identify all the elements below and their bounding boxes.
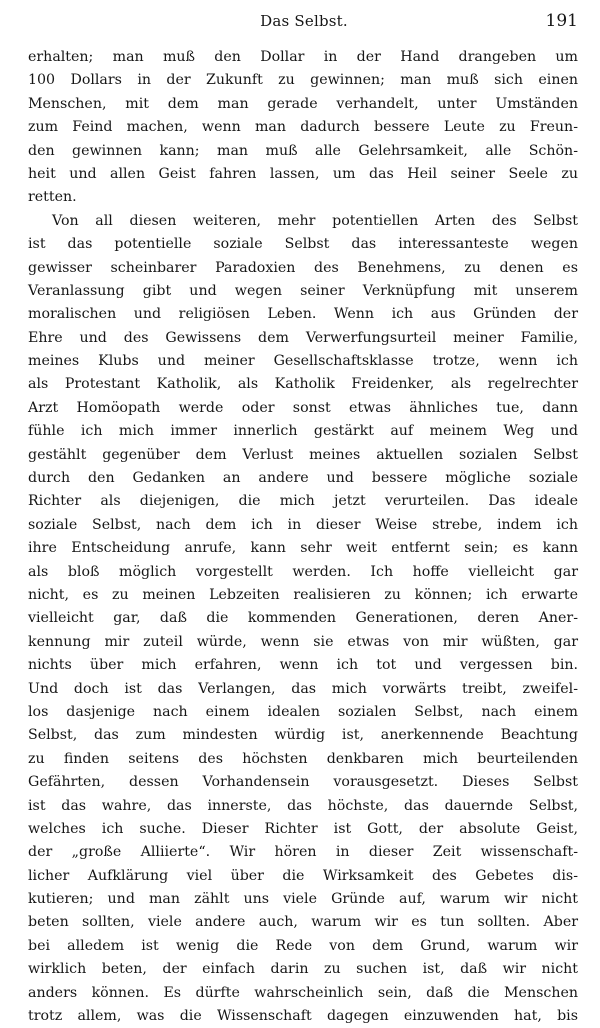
text-line: vielleicht gar, daß die kommenden Generationen, deren Aner- [28, 610, 578, 627]
text-line: den gewinnen kann; man muß alle Gelehrsamkeit, alle Schön- [28, 142, 578, 159]
text-line: zum Feind machen, wenn man dadurch bessere Leute zu Freun- [28, 119, 578, 136]
text-line: zu finden seitens des höchsten denkbaren mich beurteilenden [28, 750, 578, 767]
text-line: ist das potentielle soziale Selbst das interessanteste wegen [28, 236, 578, 253]
text-line: ihre Entscheidung anrufe, kann sehr weit entfernt sein; es kann [28, 540, 578, 557]
page-header [30, 8, 578, 36]
text-line: beten sollten, viele andere auch, warum wir es tun sollten. Aber [28, 914, 578, 931]
text-line: wirklich beten, der einfach darin zu suchen ist, daß wir nicht [28, 961, 578, 978]
text-line: trotz allem, was die Wissenschaft dagegen einzuwenden hat, bis [28, 1008, 578, 1025]
text-line: der „große Alliierte“. Wir hören in dieser Zeit wissenschaft- [28, 844, 578, 861]
text-line: nicht, es zu meinen Lebzeiten realisieren zu können; ich erwarte [28, 586, 578, 603]
text-line: erhalten; man muß den Dollar in der Hand drangeben um [28, 49, 578, 65]
text-line: 100 Dollars in der Zukunft zu gewinnen; man muß sich einen [28, 72, 578, 89]
text-line: Veranlassung gibt und wegen seiner Verknüpfung mit unserem [28, 282, 578, 299]
text-line: welches ich suche. Dieser Richter ist Gott, der absolute Geist, [28, 820, 578, 837]
text-line: ist das wahre, das innerste, das höchste, das dauernde Selbst, [28, 797, 578, 814]
text-line: gestählt gegenüber dem Verlust meines aktuellen sozialen Selbst [28, 446, 578, 463]
text-line: als Protestant Katholik, als Katholik Freidenker, als regelrechter [28, 376, 578, 393]
text-line: moralischen und religiösen Leben. Wenn ich aus Gründen der [28, 306, 578, 323]
running-title: Das Selbst. [260, 12, 348, 30]
text-line: fühle ich mich immer innerlich gestärkt auf meinem Weg und [28, 423, 578, 440]
text-line: retten. [28, 189, 77, 206]
text-line: Selbst, das zum mindesten würdig ist, anerkennende Beachtung [28, 727, 578, 744]
text-line: gewisser scheinbarer Paradoxien des Benehmens, zu denen es [28, 259, 578, 276]
text-line: Richter als diejenigen, die mich jetzt verurteilen. Das ideale [28, 493, 578, 510]
text-line: los dasjenige nach einem idealen sozialen Selbst, nach einem [28, 703, 578, 720]
text-line: Ehre und des Gewissens dem Verwerfungsurteil meiner Familie, [28, 329, 578, 346]
text-line: kennung mir zuteil würde, wenn sie etwas von mir wüßten, gar [28, 633, 578, 650]
text-line: kutieren; und man zählt uns viele Gründe auf, warum wir nicht [28, 891, 578, 908]
text-line: durch den Gedanken an andere und bessere mögliche soziale [28, 470, 578, 487]
text-line: Und doch ist das Verlangen, das mich vorwärts treibt, zweifel- [28, 680, 578, 697]
text-line: bei alledem ist wenig die Rede von dem Grund, warum wir [28, 937, 578, 954]
page-number: 191 [545, 11, 578, 31]
text-line: soziale Selbst, nach dem ich in dieser Weise strebe, indem ich [28, 516, 578, 533]
text-line: als bloß möglich vorgestellt werden. Ich hoffe vielleicht gar [28, 563, 578, 580]
text-line: meines Klubs und meiner Gesellschaftsklasse trotze, wenn ich [28, 353, 578, 370]
text-line: anders können. Es dürfte wahrscheinlich sein, daß die Menschen [28, 984, 578, 1001]
text-line: licher Aufklärung viel über die Wirksamkeit des Gebetes dis- [28, 867, 578, 884]
text-line: Gefährten, dessen Vorhandensein vorausgesetzt. Dieses Selbst [28, 774, 578, 791]
body-text [28, 46, 578, 1028]
paragraph-first-line: Von all diesen weiteren, mehr potentiellen Arten des Selbst [52, 212, 578, 229]
text-line: Arzt Homöopath werde oder sonst etwas ähnliches tue, dann [28, 399, 578, 416]
text-line: nichts über mich erfahren, wenn ich tot und vergessen bin. [28, 657, 578, 674]
text-line: heit und allen Geist fahren lassen, um das Heil seiner Seele zu [28, 165, 578, 182]
text-line: Menschen, mit dem man gerade verhandelt, unter Umständen [28, 95, 578, 112]
